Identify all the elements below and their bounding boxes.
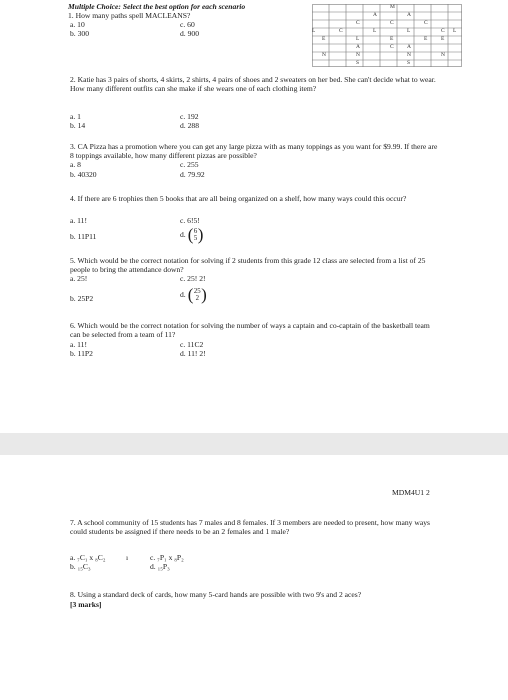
- grid-letter-e1: E: [322, 36, 326, 42]
- q3-option-d: d. 79.92: [180, 170, 205, 179]
- q4-option-c: c. 6!5!: [180, 216, 200, 225]
- q3-option-c: c. 255: [180, 160, 199, 169]
- grid-letter-c4: C: [339, 28, 343, 34]
- grid-letter-e3: E: [424, 36, 428, 42]
- grid-letter-l4: L: [356, 36, 360, 42]
- grid-letter-n2: N: [356, 52, 360, 58]
- q1-option-d: d. 900: [180, 29, 199, 38]
- q1-option-b: b. 300: [70, 29, 89, 38]
- section-header: Multiple Choice: Select the best option for each scenario: [68, 2, 246, 11]
- q4-option-d: d. ( 6 5 ): [180, 225, 204, 244]
- q2-option-b: b. 14: [70, 121, 86, 130]
- q3-option-a: a. 8: [70, 160, 81, 169]
- q5-question: 5. Which would be the correct notation for solving if 2 students from this grade 12 class are selected from a list of 25 people to bring the attendance down?: [70, 256, 426, 274]
- grid-letter-l5: L: [312, 28, 316, 34]
- q4-option-b: b. 11P11: [70, 232, 97, 241]
- q5-option-d-prefix: d.: [180, 290, 186, 299]
- q1-option-c: c. 60: [180, 20, 195, 29]
- grid-letter-c5: C: [441, 28, 445, 34]
- macleans-letter-grid: [312, 4, 462, 67]
- q6-option-a: a. 11!: [70, 340, 88, 349]
- grid-letter-c2: C: [390, 20, 394, 26]
- q7-option-a: a. ₇C₁ x ₈C₂: [70, 553, 106, 562]
- grid-letter-e4: E: [441, 36, 445, 42]
- q5-option-d: d. ( 25 2 ): [180, 285, 207, 304]
- q8-marks: [3 marks]: [70, 600, 102, 609]
- q4-option-a: a. 11!: [70, 216, 88, 225]
- q4-question: 4. If there are 6 trophies then 5 books that are all being organized on a shelf, how many ways could this occur?: [70, 194, 407, 203]
- q7-option-a-mark: ı: [126, 553, 129, 562]
- q2-option-d: d. 288: [180, 121, 199, 130]
- q4-binom-top: 6: [193, 227, 198, 235]
- grid-letter-n3: N: [407, 52, 411, 58]
- q5-option-b: b. 25P2: [70, 294, 94, 303]
- q6-option-b: b. 11P2: [70, 349, 93, 358]
- q7-option-b: b. ₁₅C₃: [70, 562, 91, 571]
- q3-option-b: b. 40320: [70, 170, 97, 179]
- grid-letter-a1: A: [373, 12, 377, 18]
- q5-binom-top: 25: [193, 287, 201, 295]
- worksheet-page-2: [0, 455, 508, 700]
- grid-letter-e2: E: [390, 36, 394, 42]
- q6-option-d: d. 11! 2!: [180, 349, 206, 358]
- q5-option-c: c. 25! 2!: [180, 274, 206, 283]
- grid-letter-a4: A: [407, 44, 411, 50]
- grid-letter-l3: L: [453, 28, 457, 34]
- grid-letter-c3: C: [424, 20, 428, 26]
- q4-option-d-prefix: d.: [180, 230, 186, 239]
- q6-question: 6. Which would be the correct notation for solving the number of ways a captain and co-captain of the basketball team can be selected from a team of 11?: [70, 321, 430, 339]
- grid-letter-s1: S: [356, 60, 360, 66]
- q2-option-a: a. 1: [70, 112, 81, 121]
- grid-lines: [312, 4, 462, 67]
- q1-question: 1. How many paths spell MACLEANS?: [68, 11, 191, 20]
- q2-question: 2. Katie has 3 pairs of shorts, 4 skirts, 2 shirts, 4 pairs of shoes and 2 sweaters on her bed. She can't decide what to wear. How many different outfits can she make if she wears one of each clothing item?: [70, 75, 436, 93]
- q7-option-c: c. ₇P₁ x ₈P₂: [150, 553, 184, 562]
- grid-letter-n4: N: [441, 52, 445, 58]
- grid-letter-m: M: [390, 4, 395, 10]
- grid-letter-s2: S: [407, 60, 411, 66]
- grid-letter-a2: A: [407, 12, 411, 18]
- q5-binom-bottom: 2: [195, 294, 199, 302]
- q4-binom-bottom: 5: [193, 234, 198, 242]
- grid-letter-l2: L: [407, 28, 411, 34]
- grid-letter-l1: L: [373, 28, 377, 34]
- q7-question: 7. A school community of 15 students has 7 males and 8 females. If 3 members are needed to present, how many ways could students be assigned if there needs to be an 2 females and 1 male?: [70, 518, 430, 536]
- q7-option-d: d. ₁₅P₃: [150, 562, 170, 571]
- grid-letter-c1: C: [356, 20, 360, 26]
- q6-option-c: c. 11C2: [180, 340, 204, 349]
- q5-option-a: a. 25!: [70, 274, 88, 283]
- q2-option-c: c. 192: [180, 112, 199, 121]
- grid-letter-n1: N: [322, 52, 326, 58]
- course-code: MDM4U1 2: [392, 488, 430, 497]
- grid-letter-a3: A: [356, 44, 360, 50]
- q8-question: 8. Using a standard deck of cards, how many 5-card hands are possible with two 9's and 2 aces?: [70, 590, 362, 599]
- grid-letter-c6: C: [390, 44, 394, 50]
- q1-option-a: a. 10: [70, 20, 85, 29]
- q3-question: 3. CA Pizza has a promotion where you can get any large pizza with as many toppings as you want for $9.99. If there are 8 toppings available, how many different pizzas are possible?: [70, 142, 438, 160]
